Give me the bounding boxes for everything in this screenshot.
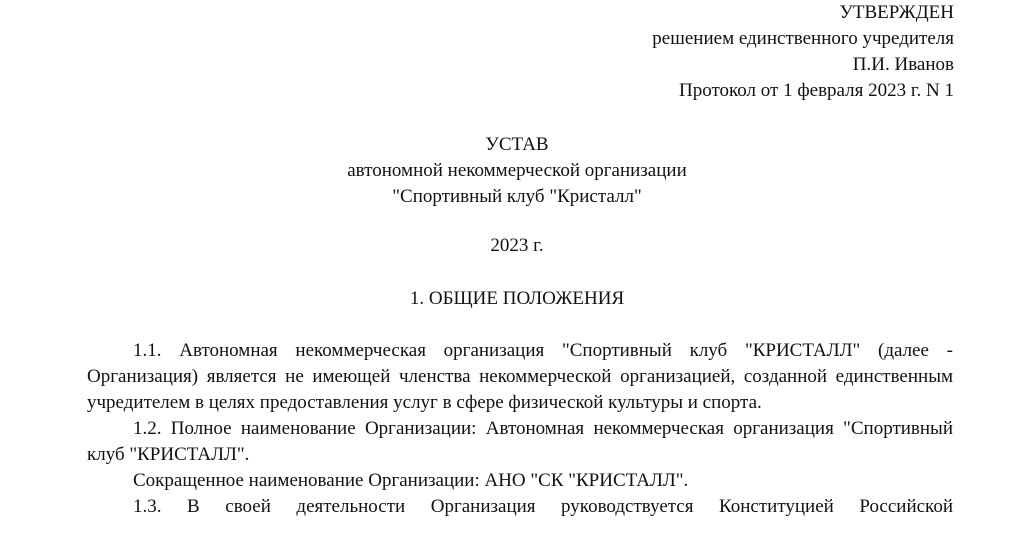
paragraph-short-name: Сокращенное наименование Организации: АНО "СК "КРИСТАЛЛ". bbox=[133, 470, 689, 491]
paragraph-1-2: 1.2. Полное наименование Организации: Автономная некоммерческая организация "Спортивный клуб "КРИСТАЛЛ". bbox=[87, 418, 953, 465]
organization-type: автономной некоммерческой организации bbox=[347, 160, 687, 181]
document-title-block bbox=[0, 132, 1024, 210]
paragraph-1-1: 1.1. Автономная некоммерческая организация "Спортивный клуб "КРИСТАЛЛ" (далее - Организация) является не имеющей членства некоммерческой организацией, созданной единственным учредителем в целях предоставления услуг в сфере физической культуры и спорта. bbox=[87, 340, 953, 413]
document-body bbox=[87, 338, 953, 520]
approval-heading: УТВЕРЖДЕН bbox=[839, 2, 954, 23]
approval-block bbox=[652, 0, 954, 104]
approval-decision: решением единственного учредителя bbox=[652, 28, 954, 49]
document-year: 2023 г. bbox=[490, 235, 544, 256]
section-heading: 1. ОБЩИЕ ПОЛОЖЕНИЯ bbox=[409, 288, 625, 309]
document-title: УСТАВ bbox=[485, 134, 549, 155]
approval-founder-name: П.И. Иванов bbox=[852, 54, 954, 75]
organization-name: "Спортивный клуб "Кристалл" bbox=[392, 186, 642, 207]
paragraph-1-3: 1.3. В своей деятельности Организация руководствуется Конституцией Российской bbox=[133, 496, 953, 517]
approval-protocol: Протокол от 1 февраля 2023 г. N 1 bbox=[679, 80, 954, 101]
